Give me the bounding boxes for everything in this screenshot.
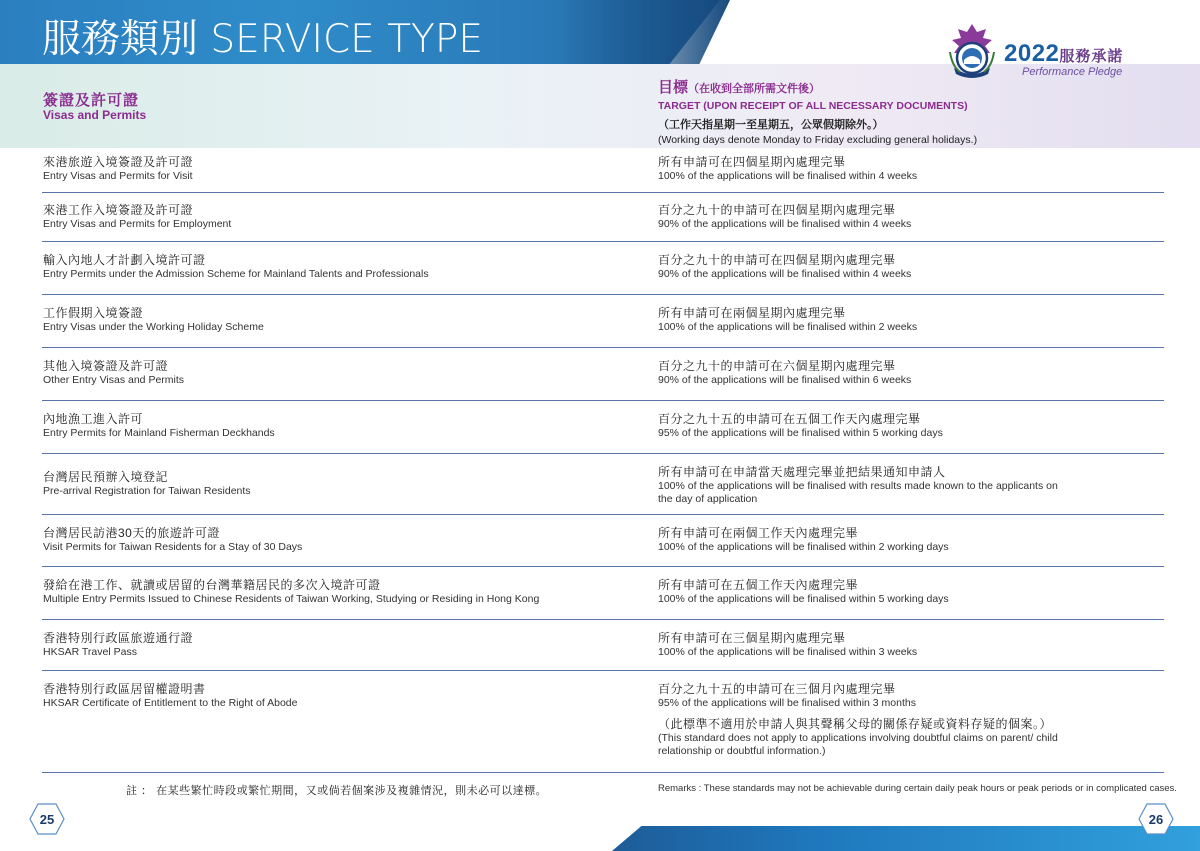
service-en: Entry Visas under the Working Holiday Scheme [43,321,264,333]
service-en: HKSAR Travel Pass [43,646,137,658]
service-zh: 輸入內地人才計劃入境許可證 [43,253,206,267]
service-en: Entry Permits for Mainland Fisherman Deckhands [43,427,275,439]
target-text-zh: 百分之九十的申請可在四個星期內處理完畢 [658,253,896,267]
service-en: Pre-arrival Registration for Taiwan Residents [43,485,251,497]
target-text-en: 100% of the applications will be finalised with results made known to the applicants on the day of application [658,480,1058,505]
table-row [42,242,1164,295]
table-row [42,348,1164,401]
target-text-en: 100% of the applications will be finalised within 2 weeks [658,321,918,333]
service-zh: 來港旅遊入境簽證及許可證 [43,155,194,169]
service-en: Other Entry Visas and Permits [43,374,185,386]
target-note-zh: （工作天指星期一至星期五，公眾假期除外。） [658,119,884,131]
remarks-en: Remarks : These standards may not be achievable during certain daily peak hours or peak periods or in complicated cases. [658,783,1177,794]
target-text-zh: 所有申請可在兩個工作天內處理完畢 [658,526,859,540]
pledge-en: Performance Pledge [1022,66,1123,78]
service-en: Entry Visas and Permits for Employment [43,218,232,230]
page-title: 服務類別 SERVICE TYPE [42,17,484,62]
police-crest-icon [946,22,998,82]
page-number-left: 25 [29,803,65,835]
target-text-zh: 百分之九十五的申請可在五個工作天內處理完畢 [658,412,921,426]
table-row [42,567,1164,620]
target-text-zh: 所有申請可在四個星期內處理完畢 [658,155,846,169]
table-row [42,620,1164,671]
pledge-logo [946,18,1146,82]
table-row [42,193,1164,242]
service-zh: 香港特別行政區旅遊通行證 [43,631,194,645]
target-text-en: 90% of the applications will be finalised within 4 weeks [658,218,912,230]
service-en: Entry Visas and Permits for Visit [43,170,193,182]
service-zh: 工作假期入境簽證 [43,306,144,320]
target-note-zh: （此標準不適用於申請人與其聲稱父母的關係存疑或資料存疑的個案。） [658,717,1053,731]
target-text-en: 90% of the applications will be finalised within 4 weeks [658,268,912,280]
target-text-zh: 所有申請可在兩個星期內處理完畢 [658,306,846,320]
service-en: Multiple Entry Permits Issued to Chinese Residents of Taiwan Working, Studying or Residing in Hong Kong [43,593,540,605]
target-text-en: 100% of the applications will be finalised within 2 working days [658,541,949,553]
page-number-right: 26 [1138,803,1174,835]
title-banner-shade [560,0,730,64]
service-table [0,148,1200,773]
target-zh: 目標（在收到全部所需文件後） [658,79,821,96]
service-en: HKSAR Certificate of Entitlement to the Right of Abode [43,697,298,709]
target-text-zh: 所有申請可在三個星期內處理完畢 [658,631,846,645]
category-en: Visas and Permits [43,108,147,122]
target-text-zh: 所有申請可在申請當天處理完畢並把結果通知申請人 [658,465,946,479]
service-zh: 來港工作入境簽證及許可證 [43,203,194,217]
table-row [42,515,1164,567]
service-zh: 香港特別行政區居留權證明書 [43,682,206,696]
target-text-en: 100% of the applications will be finalised within 5 working days [658,593,949,605]
service-zh: 台灣居民預辦入境登記 [43,470,169,484]
target-note-en: (Working days denote Monday to Friday excluding general holidays.) [658,134,978,146]
table-row [42,148,1164,193]
footer-strip [612,826,1200,851]
target-text-zh: 百分之九十五的申請可在三個月內處理完畢 [658,682,896,696]
target-en: TARGET (UPON RECEIPT OF ALL NECESSARY DOCUMENTS) [658,100,968,112]
target-text-en: 100% of the applications will be finalised within 3 weeks [658,646,918,658]
target-note-en: (This standard does not apply to applications involving doubtful claims on parent/ child relationship or doubtful information.) [658,732,1058,757]
table-row [42,454,1164,515]
remarks-zh: 註 ： 在某些繁忙時段或繁忙期間，又或倘若個案涉及複雜情況，則未必可以達標。 [126,785,548,797]
service-en: Entry Permits under the Admission Scheme for Mainland Talents and Professionals [43,268,429,280]
target-text-zh: 百分之九十的申請可在四個星期內處理完畢 [658,203,896,217]
target-text-en: 95% of the applications will be finalised within 5 working days [658,427,943,439]
pledge-zh: 服務承諾 [1059,48,1124,65]
target-text-en: 95% of the applications will be finalised within 3 months [658,697,916,709]
table-row [42,401,1164,454]
target-text-zh: 所有申請可在五個工作天內處理完畢 [658,578,859,592]
target-text-en: 100% of the applications will be finalised within 4 weeks [658,170,918,182]
service-zh: 其他入境簽證及許可證 [43,359,169,373]
category-zh: 簽證及許可證 [43,92,140,109]
service-en: Visit Permits for Taiwan Residents for a Stay of 30 Days [43,541,303,553]
target-text-en: 90% of the applications will be finalised within 6 weeks [658,374,912,386]
target-zh-sub: （在收到全部所需文件後） [688,83,821,95]
target-header [658,76,977,146]
service-zh: 台灣居民訪港30天的旅遊許可證 [43,526,220,540]
table-row [42,671,1164,773]
pledge-year: 2022服務承諾 [1004,40,1124,67]
target-text-zh: 百分之九十的申請可在六個星期內處理完畢 [658,359,896,373]
table-row [42,295,1164,348]
service-zh: 發給在港工作、就讀或居留的台灣華籍居民的多次入境許可證 [43,578,381,592]
service-zh: 內地漁工進入許可 [43,412,144,426]
